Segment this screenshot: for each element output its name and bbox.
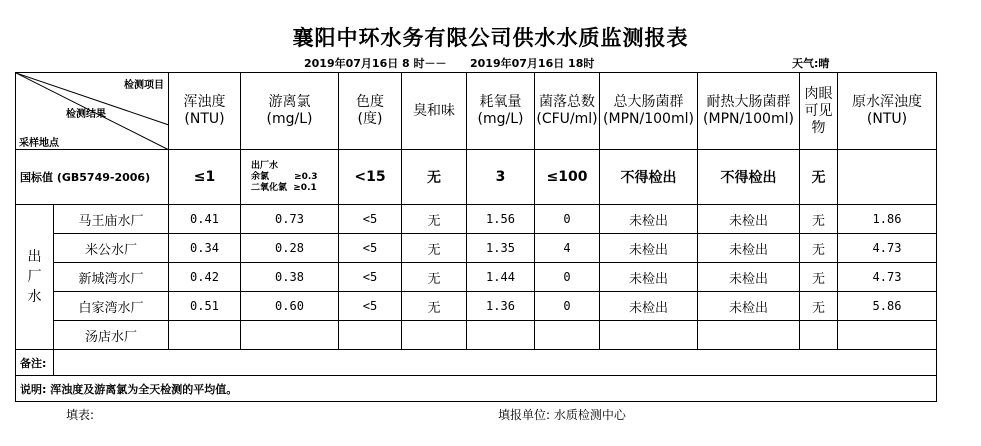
cell-turbidity: 0.51 [169, 292, 241, 321]
site-name: 汤店水厂 [54, 321, 169, 350]
col-header: 臭和味 [402, 73, 467, 150]
cell-raw: 5.86 [838, 292, 937, 321]
cell-thermo-coliform: 未检出 [698, 292, 800, 321]
cell-odor: 无 [402, 263, 467, 292]
std-thermo-coliform: 不得检出 [698, 150, 800, 205]
note-row [16, 376, 937, 402]
cell-chlorine: 0.60 [241, 292, 339, 321]
cell-thermo-coliform: 未检出 [698, 263, 800, 292]
cell-colony: 0 [535, 263, 600, 292]
std-chlorine: 出厂水 余氯 ≥0.3 二氧化氯 ≥0.1 [251, 160, 318, 193]
cell-oxygen: 1.35 [467, 234, 535, 263]
note-text: 说明: 浑浊度及游离氯为全天检测的平均值。 [16, 376, 937, 402]
remark-value [54, 350, 937, 376]
cell-coliform: 未检出 [600, 205, 698, 234]
cell-colony: 4 [535, 234, 600, 263]
col-header: 浑浊度 (NTU) [169, 73, 241, 150]
time-to: 2019年07月16日 18时 [470, 57, 595, 70]
std-color: <15 [339, 150, 402, 205]
table-row [16, 263, 937, 292]
site-name: 新城湾水厂 [54, 263, 169, 292]
cell-visible: 无 [800, 234, 838, 263]
weather: 天气:晴 [792, 57, 830, 70]
cell-oxygen: 1.36 [467, 292, 535, 321]
std-coliform: 不得检出 [600, 150, 698, 205]
cell-odor: 无 [402, 205, 467, 234]
table-row [16, 205, 937, 234]
cell-chlorine: 0.38 [241, 263, 339, 292]
header-row [16, 73, 937, 150]
cell-coliform: 未检出 [600, 292, 698, 321]
time-from: 2019年07月16日 8 时－－ [304, 57, 447, 70]
cell-odor [402, 321, 467, 350]
std-turbidity: ≤1 [169, 150, 241, 205]
remark-label: 备注: [16, 350, 54, 376]
standard-row [16, 150, 937, 205]
cell-coliform: 未检出 [600, 234, 698, 263]
cell-oxygen: 1.56 [467, 205, 535, 234]
cell-thermo-coliform [698, 321, 800, 350]
cell-raw [838, 321, 937, 350]
footer-unit: 填报单位: 水质检测中心 [498, 408, 626, 422]
footer-filled-by: 填表: [66, 408, 95, 422]
col-header: 色度 (度) [339, 73, 402, 150]
corner-cell [16, 73, 169, 150]
water-quality-table [15, 72, 937, 402]
cell-oxygen: 1.44 [467, 263, 535, 292]
cell-colony: 0 [535, 292, 600, 321]
site-name: 米公水厂 [54, 234, 169, 263]
std-visible: 无 [800, 150, 838, 205]
cell-chlorine: 0.73 [241, 205, 339, 234]
corner-site-label: 采样地点 [19, 138, 59, 149]
cell-raw: 4.73 [838, 234, 937, 263]
table-row [16, 234, 937, 263]
std-colony: ≤100 [535, 150, 600, 205]
cell-odor: 无 [402, 292, 467, 321]
group-label [16, 205, 54, 350]
cell-visible: 无 [800, 263, 838, 292]
remark-row [16, 350, 937, 376]
corner-item-label: 检测项目 [124, 80, 164, 91]
col-header: 耐热大肠菌群 (MPN/100ml) [698, 73, 800, 150]
col-header: 游离氯 (mg/L) [241, 73, 339, 150]
cell-colony [535, 321, 600, 350]
cell-color: <5 [339, 234, 402, 263]
col-header: 菌落总数 (CFU/ml) [535, 73, 600, 150]
cell-visible: 无 [800, 205, 838, 234]
cell-color: <5 [339, 263, 402, 292]
col-header: 总大肠菌群 (MPN/100ml) [600, 73, 698, 150]
col-header: 原水浑浊度 (NTU) [838, 73, 937, 150]
cell-thermo-coliform: 未检出 [698, 234, 800, 263]
site-name: 马王庙水厂 [54, 205, 169, 234]
cell-color [339, 321, 402, 350]
cell-turbidity: 0.42 [169, 263, 241, 292]
report-title: 襄阳中环水务有限公司供水水质监测报表 [292, 26, 689, 50]
cell-chlorine [241, 321, 339, 350]
cell-visible: 无 [800, 292, 838, 321]
cell-chlorine: 0.28 [241, 234, 339, 263]
cell-thermo-coliform: 未检出 [698, 205, 800, 234]
std-oxygen: 3 [467, 150, 535, 205]
site-name: 白家湾水厂 [54, 292, 169, 321]
standard-label: 国标值 (GB5749-2006) [16, 150, 169, 205]
table-row [16, 292, 937, 321]
table-row [16, 321, 937, 350]
cell-coliform [600, 321, 698, 350]
cell-turbidity [169, 321, 241, 350]
cell-odor: 无 [402, 234, 467, 263]
cell-coliform: 未检出 [600, 263, 698, 292]
cell-raw: 1.86 [838, 205, 937, 234]
cell-oxygen [467, 321, 535, 350]
cell-raw: 4.73 [838, 263, 937, 292]
cell-color: <5 [339, 205, 402, 234]
cell-turbidity: 0.34 [169, 234, 241, 263]
std-chlorine-cell [241, 150, 339, 205]
col-header: 肉眼 可见 物 [800, 73, 838, 150]
cell-color: <5 [339, 292, 402, 321]
group-label-text: 出 厂 水 [27, 249, 42, 305]
col-header: 耗氧量 (mg/L) [467, 73, 535, 150]
cell-turbidity: 0.41 [169, 205, 241, 234]
std-odor: 无 [402, 150, 467, 205]
std-raw [838, 150, 937, 205]
cell-visible [800, 321, 838, 350]
corner-result-label: 检测结果 [66, 109, 106, 120]
cell-colony: 0 [535, 205, 600, 234]
